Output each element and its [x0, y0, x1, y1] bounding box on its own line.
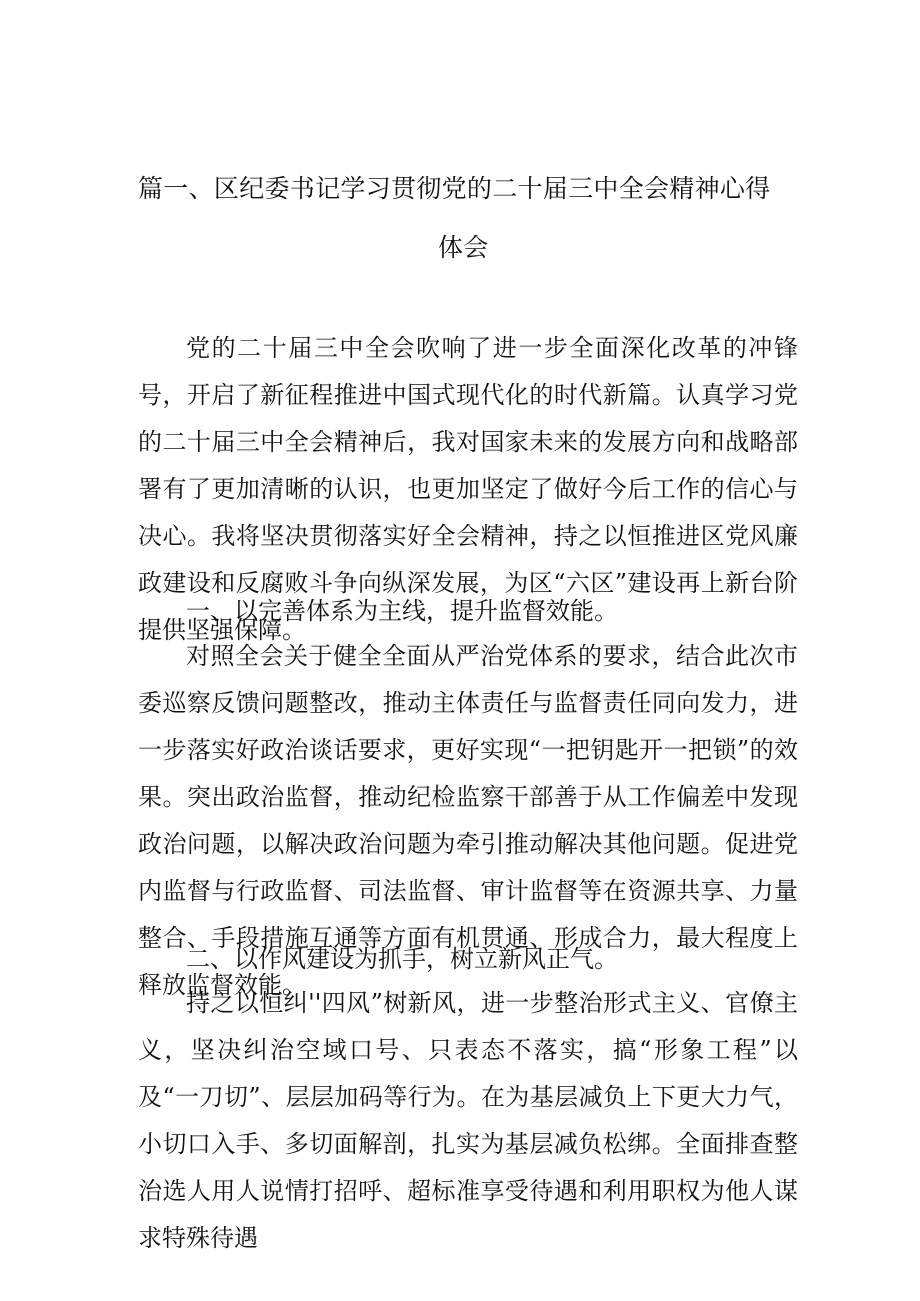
section-2-paragraph: 持之以恒纠''四风”树新风，进一步整治形式主义、官僚主义，坚决纠治空域口号、只表态不落实，搞“形象工程”以及“一刀切”、层层加码等行为。在为基层减负上下更大力气，小切口入手、多切面解剖，扎实为基层减负松绑。全面排查整治选人用人说情打招呼、超标准享受待遇和利用职权为他人谋求特殊待遇: [138, 989, 798, 1252]
section-heading-1: 一、以完善体系为主线，提升监督效能。: [186, 597, 618, 625]
section-1-paragraph: 对照全会关于健全全面从严治党体系的要求，结合此次市委巡察反馈问题整改，推动主体责任与监督责任同向发力，进一步落实好政治谈话要求，更好实现“一把钥匙开一把锁”的效果。突出政治监督，推动纪检监察干部善于从工作偏差中发现政治问题，以解决政治问题为牵引推动解决其他问题。促进党内监督与行政监督、司法监督、审计监督等在资源共享、力量整合、手段措施互通等方面有机贯通、形成合力，最大程度上释放监督效能。: [138, 642, 798, 999]
document-title-line-2: 体会: [438, 233, 489, 262]
section-heading-2: 二、以作风建设为抓手，树立新风正气。: [186, 945, 618, 973]
document-title-line-1: 篇一、区纪委书记学习贯彻党的二十届三中全会精神心得: [138, 174, 771, 203]
intro-paragraph: 党的二十届三中全会吹响了进一步全面深化改革的冲锋号，开启了新征程推进中国式现代化的时代新篇。认真学习党的二十届三中全会精神后，我对国家未来的发展方向和战略部署有了更加清晰的认识，也更加坚定了做好今后工作的信心与决心。我将坚决贯彻落实好全会精神，持之以恒推进区党风廉政建设和反腐败斗争向纵深发展，为区“六区”建设再上新台阶提供坚强保障。: [138, 334, 798, 644]
